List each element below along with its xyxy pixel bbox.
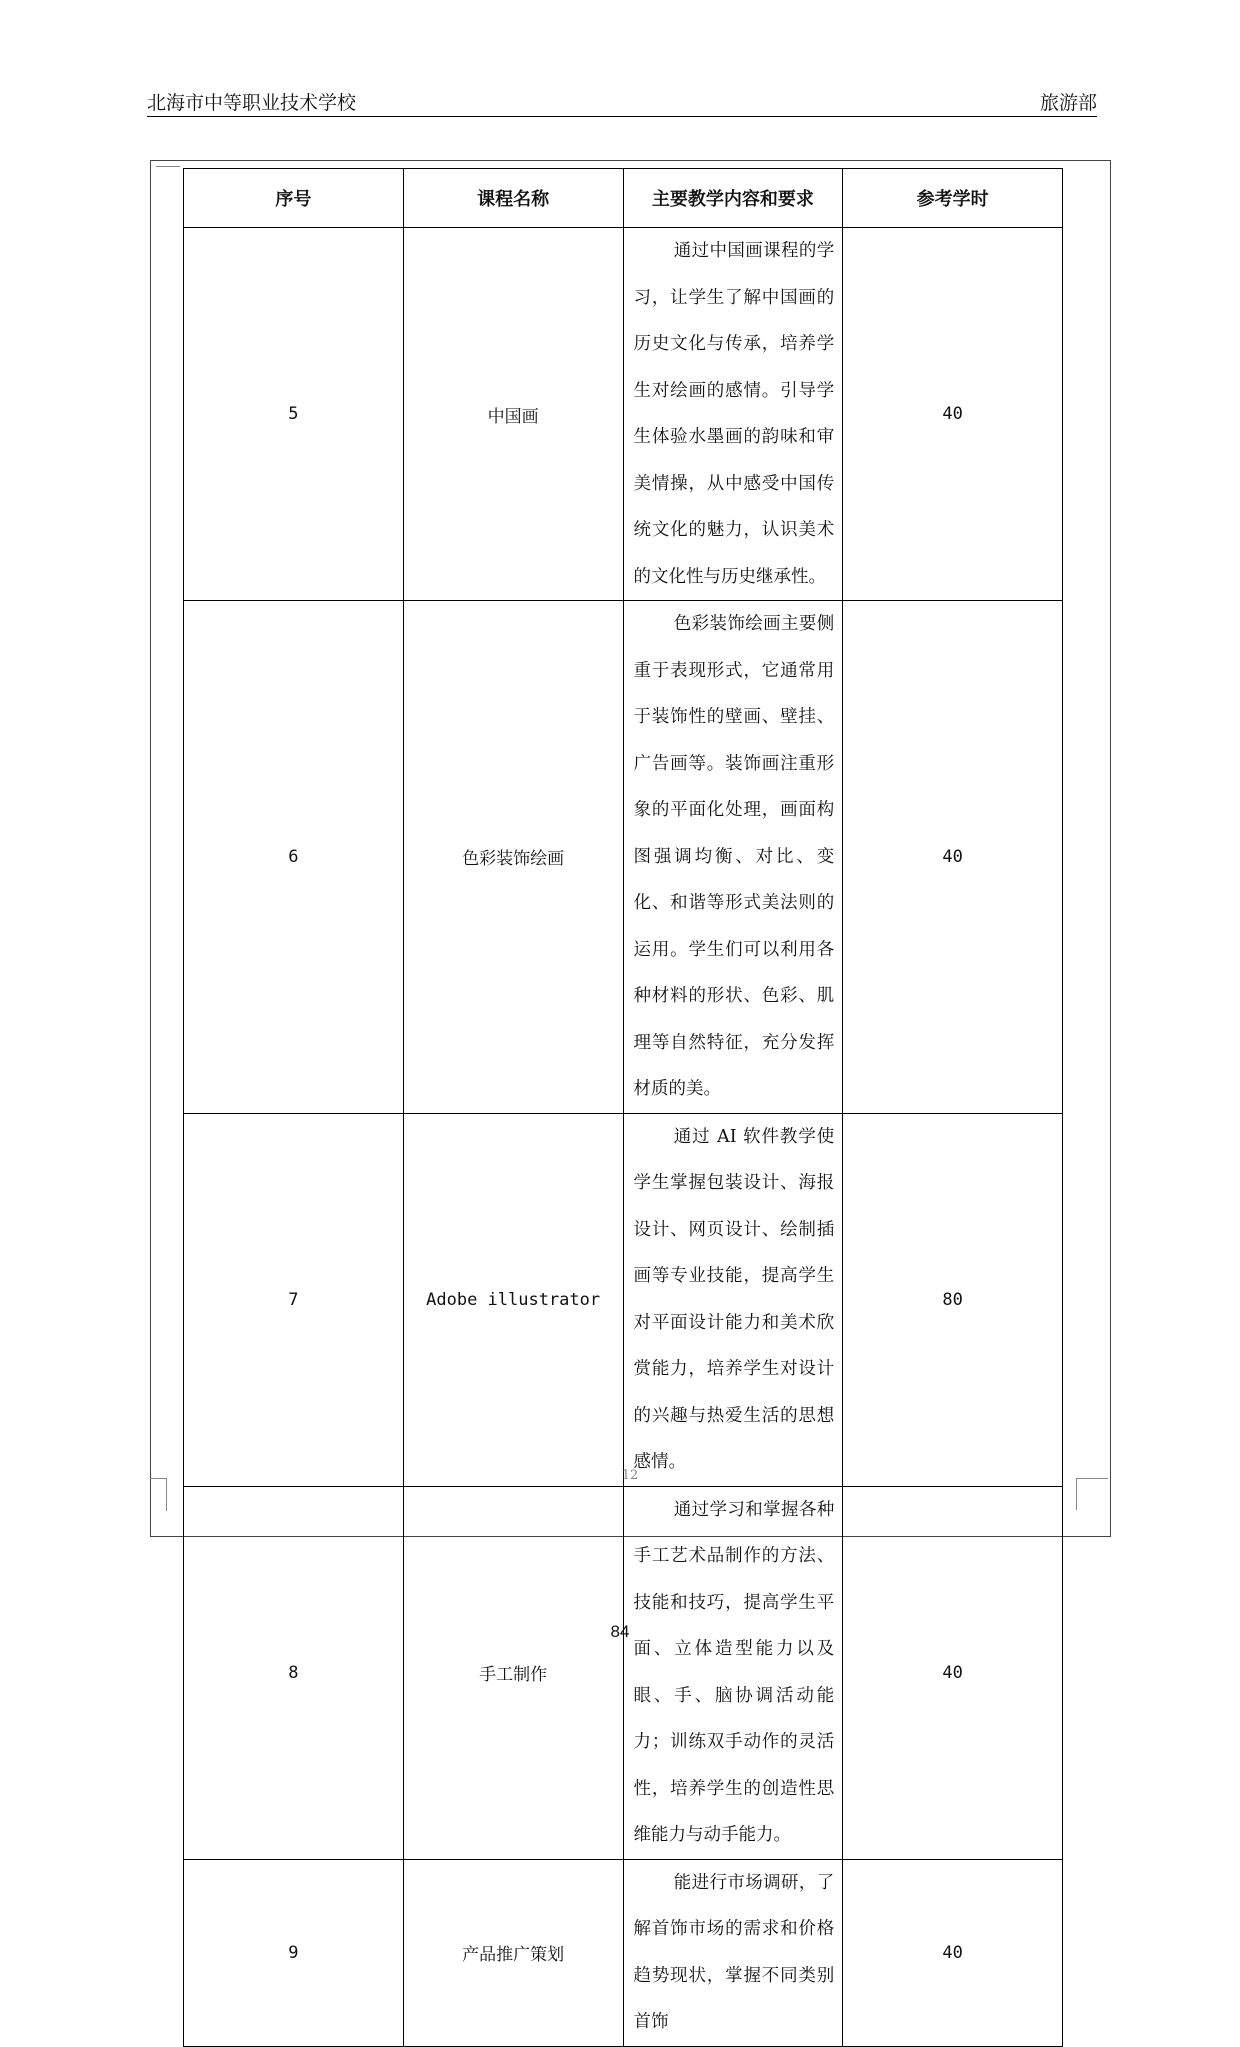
col-header-desc: 主要教学内容和要求 (623, 169, 843, 228)
crop-mark-bottom-right-h (1076, 1478, 1108, 1479)
page-number: 84 (610, 1622, 630, 1641)
course-hours: 40 (843, 601, 1063, 1114)
col-header-name: 课程名称 (403, 169, 623, 228)
table-row (184, 1486, 1063, 1859)
course-name: 手工制作 (403, 1486, 623, 1859)
crop-mark-bottom-right (1076, 1478, 1077, 1510)
page-header (147, 86, 1097, 117)
course-hours: 80 (843, 1113, 1063, 1486)
row-num: 7 (184, 1113, 404, 1486)
course-desc: 色彩装饰绘画主要侧重于表现形式，它通常用于装饰性的壁画、壁挂、广告画等。装饰画注重形象的平面化处理，画面构图强调均衡、对比、变化、和谐等形式美法则的运用。学生们可以利用各种材料的形状、色彩、肌理等自然特征，充分发挥材质的美。 (623, 601, 843, 1114)
course-name: Adobe illustrator (403, 1113, 623, 1486)
course-name: 中国画 (403, 228, 623, 601)
table-row (184, 601, 1063, 1114)
crop-mark-top-left (156, 160, 180, 167)
inner-page-number: 12 (621, 1468, 639, 1483)
course-desc: 通过学习和掌握各种手工艺术品制作的方法、技能和技巧，提高学生平面、立体造型能力以及眼、手、脑协调活动能力；训练双手动作的灵活性，培养学生的创造性思维能力与动手能力。 (623, 1486, 843, 1859)
crop-mark-bottom-left-h (150, 1478, 166, 1479)
crop-mark-bottom-left (166, 1478, 167, 1511)
row-num: 9 (184, 1859, 404, 2046)
school-name: 北海市中等职业技术学校 (147, 93, 357, 114)
course-name: 产品推广策划 (403, 1859, 623, 2046)
row-num: 8 (184, 1486, 404, 1859)
course-hours: 40 (843, 228, 1063, 601)
department-name: 旅游部 (1039, 93, 1097, 114)
table-row (184, 1113, 1063, 1486)
col-header-hours: 参考学时 (843, 169, 1063, 228)
course-desc: 通过 AI 软件教学使学生掌握包装设计、海报设计、网页设计、绘制插画等专业技能，提高学生对平面设计能力和美术欣赏能力，培养学生对设计的兴趣与热爱生活的思想感情。 (623, 1113, 843, 1486)
course-desc: 通过中国画课程的学习，让学生了解中国画的历史文化与传承，培养学生对绘画的感情。引导学生体验水墨画的韵味和审美情操，从中感受中国传统文化的魅力，认识美术的文化性与历史继承性。 (623, 228, 843, 601)
table-row (184, 1859, 1063, 2046)
col-header-num: 序号 (184, 169, 404, 228)
course-hours: 40 (843, 1859, 1063, 2046)
course-table (183, 168, 1063, 2047)
row-num: 6 (184, 601, 404, 1114)
row-num: 5 (184, 228, 404, 601)
table-header-row (184, 169, 1063, 228)
course-hours: 40 (843, 1486, 1063, 1859)
table-row (184, 228, 1063, 601)
course-name: 色彩装饰绘画 (403, 601, 623, 1114)
course-desc: 能进行市场调研，了解首饰市场的需求和价格趋势现状，掌握不同类别首饰 (623, 1859, 843, 2046)
